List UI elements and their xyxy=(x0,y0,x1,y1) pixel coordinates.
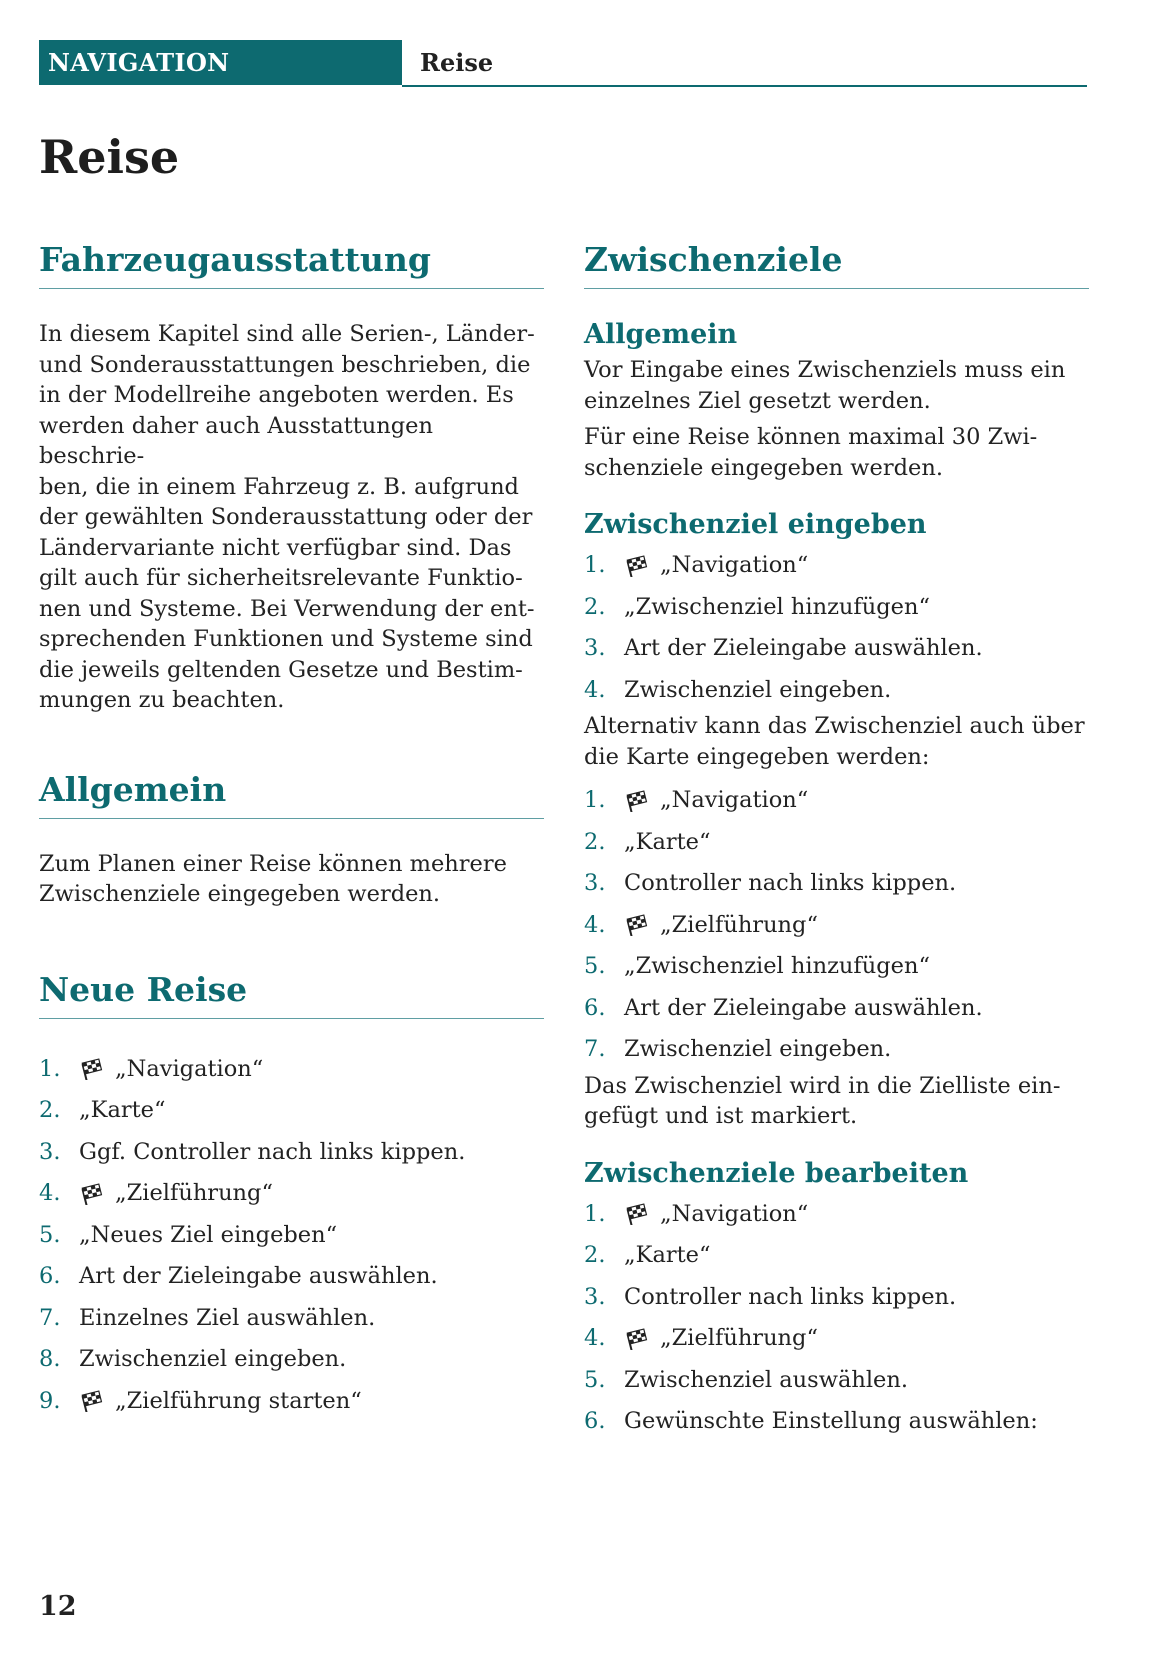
checkered-flag-icon xyxy=(79,1058,105,1080)
text-line: In diesem Kapitel sind alle Serien-, Länder- xyxy=(39,321,535,347)
text-line: gilt auch für sicherheitsrelevante Funktio- xyxy=(39,565,523,591)
step-text: „Zielführung“ xyxy=(115,1180,273,1206)
step-text: Ggf. Controller nach links kippen. xyxy=(79,1138,466,1165)
step-text: „Navigation“ xyxy=(660,787,809,813)
text-line: einzelnes Ziel gesetzt werden. xyxy=(584,387,931,414)
step-item xyxy=(39,1381,544,1423)
text-line: schenziele eingegeben werden. xyxy=(584,454,943,481)
text-line: der gewählten Sonderausstattung oder der xyxy=(39,504,533,530)
step-number: 6. xyxy=(584,994,606,1021)
step-number: 3. xyxy=(584,1283,606,1310)
step-item xyxy=(39,1049,544,1091)
step-text: „Navigation“ xyxy=(115,1055,264,1082)
text-line: sprechenden Funktionen und Systeme sind xyxy=(39,626,533,652)
zielliste-text xyxy=(584,1071,1089,1132)
text-line: die jeweils geltenden Gesetze und Bestim- xyxy=(39,656,523,683)
step-number: 2. xyxy=(584,1242,606,1268)
heading-zwischenziele: Zwischenziele xyxy=(584,236,1089,289)
step-text: Controller nach links kippen. xyxy=(624,1283,957,1310)
step-text: „Zielführung“ xyxy=(660,1325,818,1351)
checkered-flag-icon xyxy=(79,1183,105,1205)
step-text: „Karte“ xyxy=(624,828,711,855)
step-number: 2. xyxy=(584,828,606,855)
step-text: Gewünschte Einstellung auswählen: xyxy=(624,1408,1038,1434)
step-item xyxy=(584,822,1089,864)
step-item xyxy=(584,1277,1089,1319)
step-number: 7. xyxy=(39,1304,61,1331)
text-line: gefügt und ist markiert. xyxy=(584,1103,858,1129)
step-text: Zwischenziel auswählen. xyxy=(624,1366,909,1393)
step-number: 5. xyxy=(39,1221,61,1248)
text-line: Alternativ kann das Zwischenziel auch über xyxy=(584,713,1085,739)
step-number: 1. xyxy=(39,1055,61,1082)
step-text: „Karte“ xyxy=(79,1097,166,1123)
step-number: 9. xyxy=(39,1387,61,1414)
subheading-allgemein: Allgemein xyxy=(584,319,738,350)
step-number: 4. xyxy=(39,1180,61,1206)
heading-fahrzeugausstattung: Fahrzeugausstattung xyxy=(39,236,544,289)
text-line: Das Zwischenziel wird in die Zielliste ein- xyxy=(584,1072,1061,1099)
checkered-flag-icon xyxy=(79,1390,105,1412)
zwischenziele-bearbeiten-steps xyxy=(584,1194,1089,1443)
step-item xyxy=(584,863,1089,905)
step-text: Art der Zieleingabe auswählen. xyxy=(624,635,983,661)
checkered-flag-icon xyxy=(624,914,650,936)
step-text: „Zielführung starten“ xyxy=(115,1387,362,1414)
checkered-flag-icon xyxy=(624,1203,650,1225)
text-line: die Karte eingegeben werden: xyxy=(584,743,930,770)
header-chapter-label: Reise xyxy=(420,48,494,77)
step-text: „Karte“ xyxy=(624,1242,711,1268)
text-line: werden daher auch Ausstattungen beschrie- xyxy=(39,412,433,469)
step-number: 4. xyxy=(584,676,606,703)
allgemein-text xyxy=(39,849,544,910)
neue-reise-steps xyxy=(39,1049,544,1423)
heading-neue-reise: Neue Reise xyxy=(39,966,544,1019)
step-text: „Zwischenziel hinzufügen“ xyxy=(624,953,930,979)
text-line: Ländervariante nicht verfügbar sind. Das xyxy=(39,534,512,561)
zwischenziel-karte-steps xyxy=(584,780,1089,1071)
running-header xyxy=(39,40,1087,87)
step-number: 3. xyxy=(39,1138,61,1165)
step-text: „Navigation“ xyxy=(660,552,809,578)
step-number: 3. xyxy=(584,870,606,896)
step-number: 4. xyxy=(584,911,606,938)
step-number: 6. xyxy=(584,1408,606,1434)
zwischenziel-eingeben-steps xyxy=(584,545,1089,711)
heading-allgemein: Allgemein xyxy=(39,766,544,819)
step-text: Controller nach links kippen. xyxy=(624,870,957,896)
step-item xyxy=(584,545,1089,587)
subheading-zwischenziel-eingeben: Zwischenziel eingeben xyxy=(584,509,927,540)
step-number: 7. xyxy=(584,1036,606,1062)
header-rule xyxy=(402,85,1087,87)
step-item xyxy=(584,1194,1089,1236)
step-text: Zwischenziel eingeben. xyxy=(624,676,892,703)
step-item xyxy=(39,1215,544,1257)
step-item xyxy=(584,1360,1089,1402)
step-number: 6. xyxy=(39,1263,61,1289)
step-text: „Zielführung“ xyxy=(660,911,818,938)
text-line: Zum Planen einer Reise können mehrere xyxy=(39,850,507,877)
text-line: Für eine Reise können maximal 30 Zwi- xyxy=(584,424,1038,450)
text-line: ben, die in einem Fahrzeug z. B. aufgrund xyxy=(39,473,519,500)
step-text: Einzelnes Ziel auswählen. xyxy=(79,1304,376,1331)
step-number: 5. xyxy=(584,953,606,979)
step-number: 5. xyxy=(584,1366,606,1393)
step-item xyxy=(39,1090,544,1132)
zwischenziele-allgemein-text-2 xyxy=(584,422,1089,483)
step-text: Art der Zieleingabe auswählen. xyxy=(624,994,983,1021)
step-item xyxy=(584,587,1089,629)
step-item xyxy=(584,628,1089,670)
text-line: Vor Eingabe eines Zwischenziels muss ein xyxy=(584,357,1066,383)
alternativ-text xyxy=(584,711,1089,772)
step-text: „Zwischenziel hinzufügen“ xyxy=(624,593,930,620)
step-item xyxy=(39,1173,544,1215)
text-line: nen und Systeme. Bei Verwendung der ent- xyxy=(39,595,535,622)
step-item xyxy=(584,1401,1089,1443)
step-number: 1. xyxy=(584,1200,606,1227)
step-item xyxy=(584,780,1089,822)
step-item xyxy=(584,1318,1089,1360)
step-number: 3. xyxy=(584,635,606,661)
subheading-zwischenziele-bearbeiten: Zwischenziele bearbeiten xyxy=(584,1157,969,1189)
step-item xyxy=(39,1339,544,1381)
header-section-label: NAVIGATION xyxy=(39,40,402,85)
left-column xyxy=(39,236,544,1422)
step-item xyxy=(584,946,1089,988)
step-text: Zwischenziel eingeben. xyxy=(624,1036,892,1062)
step-number: 8. xyxy=(39,1346,61,1372)
text-line: in der Modellreihe angeboten werden. Es xyxy=(39,382,514,408)
checkered-flag-icon xyxy=(624,1328,650,1350)
step-number: 4. xyxy=(584,1325,606,1351)
checkered-flag-icon xyxy=(624,790,650,812)
step-number: 2. xyxy=(584,593,606,620)
step-item xyxy=(39,1132,544,1174)
step-item xyxy=(584,905,1089,947)
checkered-flag-icon xyxy=(624,555,650,577)
step-number: 1. xyxy=(584,552,606,578)
text-line: Zwischenziele eingegeben werden. xyxy=(39,881,441,907)
step-item xyxy=(39,1256,544,1298)
step-item xyxy=(584,670,1089,712)
step-item xyxy=(584,988,1089,1030)
step-text: Zwischenziel eingeben. xyxy=(79,1346,347,1372)
text-line: und Sonderausstattungen beschrieben, die xyxy=(39,351,531,378)
page-number: 12 xyxy=(39,1591,77,1622)
step-item xyxy=(584,1235,1089,1277)
step-number: 1. xyxy=(584,787,606,813)
right-column xyxy=(584,236,1089,1443)
step-text: „Navigation“ xyxy=(660,1200,809,1227)
step-text: „Neues Ziel eingeben“ xyxy=(79,1221,338,1248)
zwischenziele-allgemein-text-1 xyxy=(584,355,1089,416)
step-number: 2. xyxy=(39,1097,61,1123)
step-item xyxy=(39,1298,544,1340)
fahrzeugausstattung-text xyxy=(39,319,544,716)
step-item xyxy=(584,1029,1089,1071)
page-title: Reise xyxy=(39,130,180,184)
step-text: Art der Zieleingabe auswählen. xyxy=(79,1263,438,1289)
text-line: mungen zu beachten. xyxy=(39,687,285,713)
